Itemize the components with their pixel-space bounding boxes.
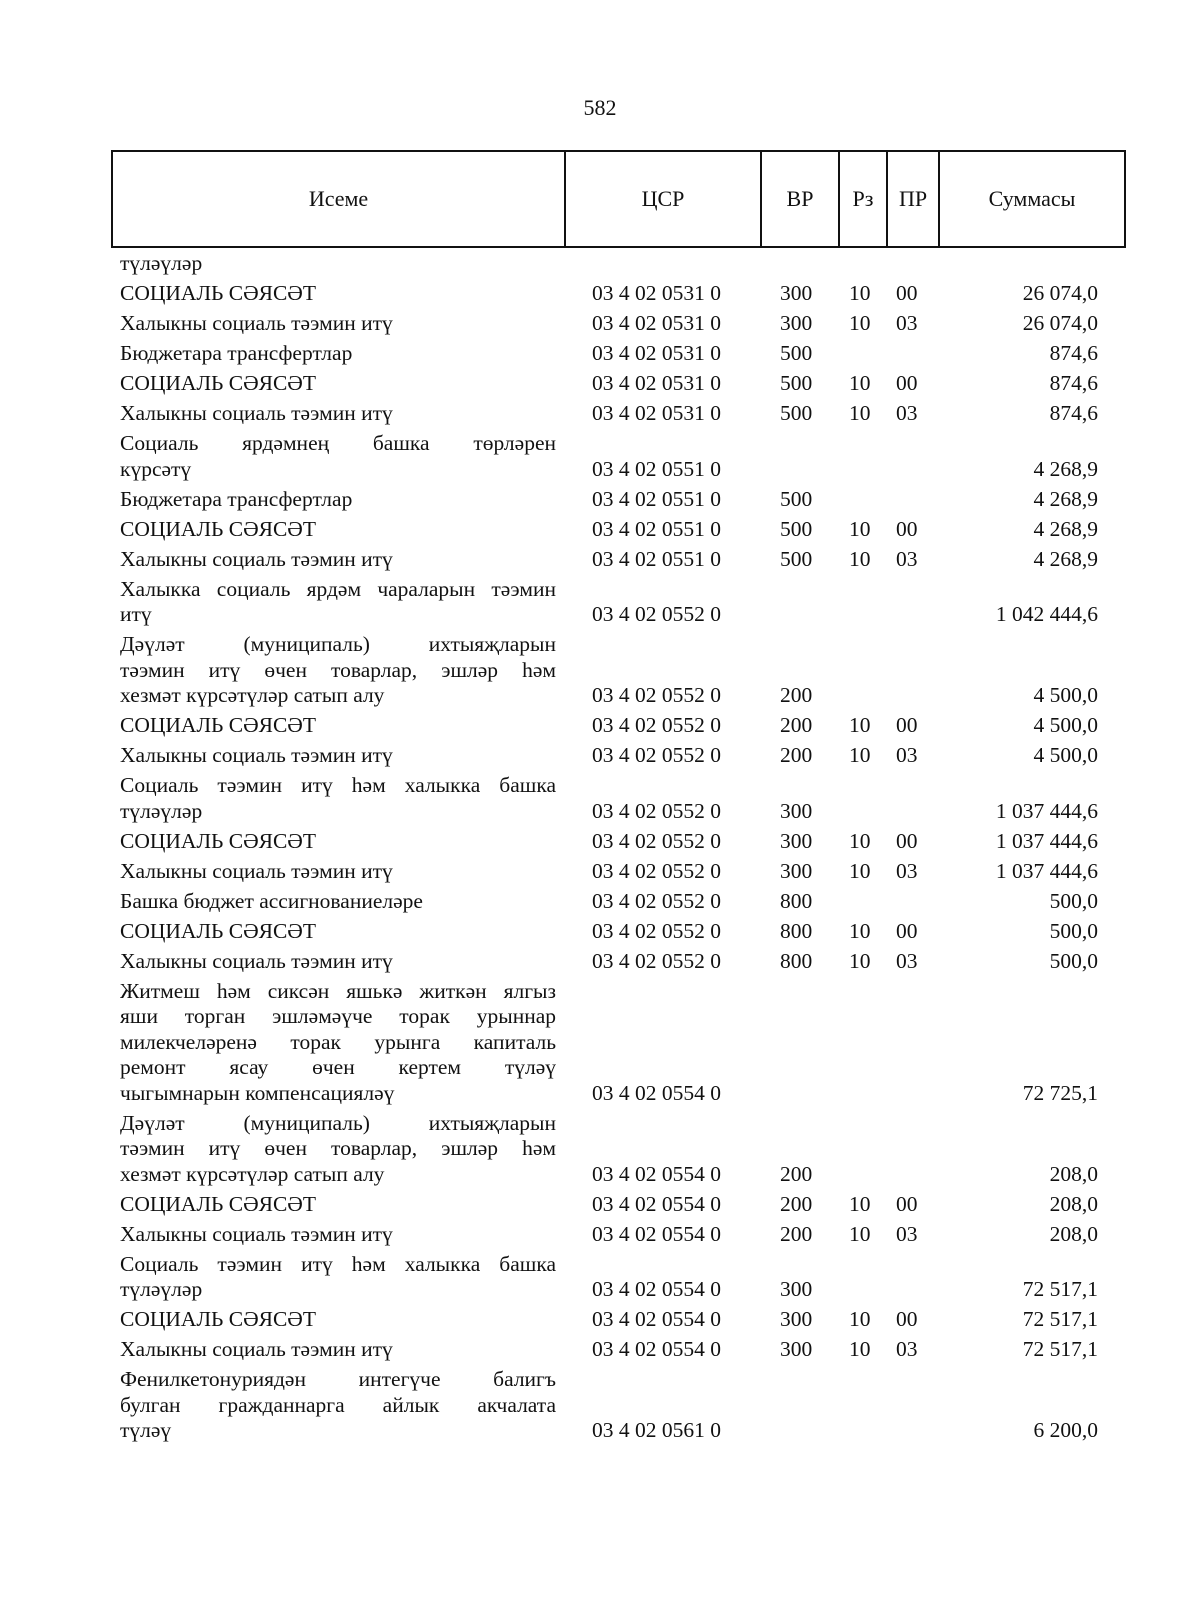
row-name-line: чыгымнарын компенсацияләү bbox=[120, 1080, 395, 1105]
row-csr: 03 4 02 0552 0 bbox=[592, 602, 721, 626]
row-name-line: СОЦИАЛЬ СӘЯСӘТ bbox=[120, 713, 316, 737]
row-vr: 200 bbox=[780, 683, 813, 707]
row-pr: 00 bbox=[896, 1191, 918, 1216]
table-row bbox=[120, 949, 1120, 975]
row-name-line: ремонт ясау өчен кертем түләү bbox=[120, 1055, 556, 1079]
row-sum: 4 500,0 bbox=[1033, 743, 1098, 767]
row-name bbox=[120, 1252, 556, 1303]
row-rz: 10 bbox=[849, 1191, 871, 1216]
row-name-line: түләү bbox=[120, 1418, 172, 1442]
row-name-line: тәэмин итү өчен товарлар, эшләр һәм bbox=[120, 1136, 556, 1160]
row-name bbox=[120, 829, 556, 855]
row-vr: 300 bbox=[780, 311, 813, 335]
table-row bbox=[120, 1367, 1120, 1444]
row-rz: 10 bbox=[849, 713, 871, 737]
row-name bbox=[120, 632, 556, 709]
row-rz: 10 bbox=[849, 918, 871, 943]
row-sum: 72 517,1 bbox=[1022, 1337, 1098, 1361]
row-vr: 500 bbox=[780, 401, 813, 425]
row-pr: 00 bbox=[896, 918, 918, 943]
row-name bbox=[120, 251, 556, 277]
row-vr: 300 bbox=[780, 858, 813, 883]
row-csr: 03 4 02 0561 0 bbox=[592, 1418, 721, 1442]
table-row bbox=[120, 371, 1120, 397]
row-name bbox=[120, 341, 556, 367]
row-rz: 10 bbox=[849, 1221, 871, 1246]
row-csr: 03 4 02 0554 0 bbox=[592, 1337, 721, 1361]
row-csr: 03 4 02 0554 0 bbox=[592, 1277, 721, 1301]
row-name bbox=[120, 311, 556, 337]
row-sum: 4 268,9 bbox=[1033, 456, 1098, 481]
row-sum: 208,0 bbox=[1049, 1221, 1098, 1246]
table-row bbox=[120, 431, 1120, 482]
header-rz: Рз bbox=[840, 152, 888, 246]
row-name-line: милекчеләренә торак урынга капиталь bbox=[120, 1029, 556, 1054]
row-name bbox=[120, 859, 556, 885]
row-sum: 874,6 bbox=[1049, 401, 1098, 425]
row-vr: 200 bbox=[780, 1161, 813, 1186]
row-name-line: СОЦИАЛЬ СӘЯСӘТ bbox=[120, 1191, 316, 1216]
table-row bbox=[120, 1337, 1120, 1363]
row-name-line: Халыкка социаль ярдәм чараларын тәэмин bbox=[120, 576, 556, 601]
row-name bbox=[120, 1192, 556, 1218]
row-vr: 800 bbox=[780, 888, 813, 913]
row-csr: 03 4 02 0552 0 bbox=[592, 713, 721, 737]
row-sum: 500,0 bbox=[1049, 948, 1098, 973]
row-name-line: Социаль тәэмин итү һәм халыкка башка bbox=[120, 773, 556, 797]
table-row bbox=[120, 547, 1120, 573]
row-vr: 500 bbox=[780, 516, 813, 541]
row-pr: 03 bbox=[896, 858, 918, 883]
header-vr: ВР bbox=[762, 152, 840, 246]
row-sum: 874,6 bbox=[1049, 341, 1098, 365]
row-name-line: тәэмин итү өчен товарлар, эшләр һәм bbox=[120, 657, 556, 682]
row-sum: 4 500,0 bbox=[1033, 713, 1098, 737]
row-name-line: СОЦИАЛЬ СӘЯСӘТ bbox=[120, 371, 316, 395]
row-csr: 03 4 02 0531 0 bbox=[592, 341, 721, 365]
header-csr: ЦСР bbox=[566, 152, 762, 246]
row-name bbox=[120, 1337, 556, 1363]
row-name-line: Дәүләт (муниципаль) ихтыяҗларын bbox=[120, 1110, 556, 1135]
row-name-line: Бюджетара трансфертлар bbox=[120, 341, 353, 365]
row-pr: 03 bbox=[896, 546, 918, 571]
row-vr: 300 bbox=[780, 1307, 813, 1331]
row-sum: 1 037 444,6 bbox=[995, 858, 1098, 883]
row-name-line: Бюджетара трансфертлар bbox=[120, 486, 353, 511]
row-name-line: хезмәт күрсәтүләр сатып алу bbox=[120, 683, 385, 707]
row-vr: 200 bbox=[780, 1221, 813, 1246]
row-csr: 03 4 02 0531 0 bbox=[592, 371, 721, 395]
row-pr: 03 bbox=[896, 743, 918, 767]
row-sum: 874,6 bbox=[1049, 371, 1098, 395]
row-rz: 10 bbox=[849, 516, 871, 541]
row-name-line: Социаль тәэмин итү һәм халыкка башка bbox=[120, 1251, 556, 1276]
row-rz: 10 bbox=[849, 743, 871, 767]
row-name-line: Социаль ярдәмнең башка төрләрен bbox=[120, 431, 556, 455]
table-row bbox=[120, 1111, 1120, 1188]
row-vr: 500 bbox=[780, 546, 813, 571]
row-name-line: яши торган эшләмәүче торак урыннар bbox=[120, 1004, 556, 1028]
row-rz: 10 bbox=[849, 1307, 871, 1331]
row-vr: 500 bbox=[780, 371, 813, 395]
row-csr: 03 4 02 0551 0 bbox=[592, 456, 721, 481]
row-vr: 500 bbox=[780, 486, 813, 511]
row-csr: 03 4 02 0552 0 bbox=[592, 948, 721, 973]
table-row bbox=[120, 773, 1120, 824]
row-name-line: түләүләр bbox=[120, 798, 203, 823]
row-name bbox=[120, 713, 556, 739]
row-csr: 03 4 02 0551 0 bbox=[592, 486, 721, 511]
row-csr: 03 4 02 0552 0 bbox=[592, 798, 721, 823]
row-name-line: Халыкны социаль тәэмин итү bbox=[120, 401, 393, 425]
row-pr: 03 bbox=[896, 948, 918, 973]
row-name bbox=[120, 487, 556, 513]
row-csr: 03 4 02 0554 0 bbox=[592, 1307, 721, 1331]
row-name-line: Дәүләт (муниципаль) ихтыяҗларын bbox=[120, 632, 556, 656]
row-name bbox=[120, 1367, 556, 1444]
row-rz: 10 bbox=[849, 858, 871, 883]
row-csr: 03 4 02 0551 0 bbox=[592, 516, 721, 541]
row-name-line: СОЦИАЛЬ СӘЯСӘТ bbox=[120, 828, 316, 853]
row-vr: 800 bbox=[780, 948, 813, 973]
row-pr: 03 bbox=[896, 311, 918, 335]
row-csr: 03 4 02 0554 0 bbox=[592, 1080, 721, 1105]
table-row bbox=[120, 1222, 1120, 1248]
row-vr: 300 bbox=[780, 798, 813, 823]
row-name bbox=[120, 577, 556, 628]
table-body bbox=[120, 251, 1120, 1448]
row-name-line: СОЦИАЛЬ СӘЯСӘТ bbox=[120, 918, 316, 943]
row-rz: 10 bbox=[849, 281, 871, 305]
table-row bbox=[120, 979, 1120, 1107]
table-row bbox=[120, 251, 1120, 277]
row-name-line: күрсәтү bbox=[120, 456, 192, 481]
row-name bbox=[120, 431, 556, 482]
row-name-line: Халыкны социаль тәэмин итү bbox=[120, 311, 393, 335]
row-sum: 500,0 bbox=[1049, 888, 1098, 913]
row-name-line: хезмәт күрсәтүләр сатып алу bbox=[120, 1161, 385, 1186]
row-name-line: СОЦИАЛЬ СӘЯСӘТ bbox=[120, 281, 316, 305]
row-name-line: итү bbox=[120, 602, 152, 626]
row-name bbox=[120, 401, 556, 427]
row-vr: 500 bbox=[780, 341, 813, 365]
row-name-line: Халыкны социаль тәэмин итү bbox=[120, 546, 393, 571]
row-name-line: Халыкны социаль тәэмин итү bbox=[120, 743, 393, 767]
row-vr: 200 bbox=[780, 713, 813, 737]
row-name bbox=[120, 889, 556, 915]
table-row bbox=[120, 517, 1120, 543]
row-name bbox=[120, 1222, 556, 1248]
row-name-line: Халыкны социаль тәэмин итү bbox=[120, 1337, 393, 1361]
row-name-line: СОЦИАЛЬ СӘЯСӘТ bbox=[120, 1307, 316, 1331]
row-name-line: түләүләр bbox=[120, 251, 203, 275]
row-sum: 26 074,0 bbox=[1022, 281, 1098, 305]
row-name bbox=[120, 371, 556, 397]
header-sum: Суммасы bbox=[988, 186, 1076, 211]
row-vr: 200 bbox=[780, 1191, 813, 1216]
table-row bbox=[120, 713, 1120, 739]
row-pr: 00 bbox=[896, 516, 918, 541]
row-sum: 72 725,1 bbox=[1022, 1080, 1098, 1105]
row-csr: 03 4 02 0531 0 bbox=[592, 401, 721, 425]
table-row bbox=[120, 341, 1120, 367]
row-csr: 03 4 02 0552 0 bbox=[592, 743, 721, 767]
table-row bbox=[120, 829, 1120, 855]
row-rz: 10 bbox=[849, 828, 871, 853]
row-name-line: Халыкны социаль тәэмин итү bbox=[120, 1221, 393, 1246]
table-row bbox=[120, 281, 1120, 307]
row-pr: 00 bbox=[896, 828, 918, 853]
table-header bbox=[111, 150, 1126, 248]
row-sum: 1 042 444,6 bbox=[995, 602, 1098, 626]
row-name-line: булган гражданнарга айлык акчалата bbox=[120, 1392, 556, 1417]
row-sum: 4 268,9 bbox=[1033, 546, 1098, 571]
table-row bbox=[120, 311, 1120, 337]
row-name-line: Халыкны социаль тәэмин итү bbox=[120, 858, 393, 883]
row-vr: 200 bbox=[780, 743, 813, 767]
header-name: Исеме bbox=[113, 152, 566, 246]
row-csr: 03 4 02 0531 0 bbox=[592, 281, 721, 305]
row-pr: 00 bbox=[896, 713, 918, 737]
row-csr: 03 4 02 0552 0 bbox=[592, 888, 721, 913]
table-row bbox=[120, 1192, 1120, 1218]
row-name-line: Фенилкетонуриядән интегүче балигъ bbox=[120, 1367, 556, 1391]
row-sum: 4 268,9 bbox=[1033, 516, 1098, 541]
row-csr: 03 4 02 0554 0 bbox=[592, 1161, 721, 1186]
table-row bbox=[120, 1307, 1120, 1333]
row-sum: 4 268,9 bbox=[1033, 486, 1098, 511]
row-csr: 03 4 02 0554 0 bbox=[592, 1191, 721, 1216]
row-sum: 500,0 bbox=[1049, 918, 1098, 943]
table-row bbox=[120, 743, 1120, 769]
row-vr: 300 bbox=[780, 1337, 813, 1361]
table-row bbox=[120, 859, 1120, 885]
row-sum: 208,0 bbox=[1049, 1191, 1098, 1216]
header-pr: ПР bbox=[888, 152, 940, 246]
row-rz: 10 bbox=[849, 371, 871, 395]
row-rz: 10 bbox=[849, 401, 871, 425]
row-csr: 03 4 02 0552 0 bbox=[592, 683, 721, 707]
row-csr: 03 4 02 0531 0 bbox=[592, 311, 721, 335]
row-rz: 10 bbox=[849, 948, 871, 973]
row-name bbox=[120, 743, 556, 769]
row-name bbox=[120, 979, 556, 1107]
row-name-line: СОЦИАЛЬ СӘЯСӘТ bbox=[120, 516, 316, 541]
table-row bbox=[120, 401, 1120, 427]
table-row bbox=[120, 919, 1120, 945]
row-sum: 1 037 444,6 bbox=[995, 828, 1098, 853]
row-sum: 4 500,0 bbox=[1033, 683, 1098, 707]
row-sum: 208,0 bbox=[1049, 1161, 1098, 1186]
row-name bbox=[120, 547, 556, 573]
row-vr: 300 bbox=[780, 828, 813, 853]
row-vr: 300 bbox=[780, 1277, 813, 1301]
row-name-line: Житмеш һәм сиксән яшькә житкән ялгыз bbox=[120, 978, 556, 1003]
row-vr: 300 bbox=[780, 281, 813, 305]
row-rz: 10 bbox=[849, 311, 871, 335]
table-row bbox=[120, 632, 1120, 709]
row-pr: 03 bbox=[896, 401, 918, 425]
row-pr: 00 bbox=[896, 371, 918, 395]
row-csr: 03 4 02 0551 0 bbox=[592, 546, 721, 571]
row-name-line: Халыкны социаль тәэмин итү bbox=[120, 948, 393, 973]
table-row bbox=[120, 577, 1120, 628]
row-name bbox=[120, 773, 556, 824]
row-sum: 26 074,0 bbox=[1022, 311, 1098, 335]
row-name bbox=[120, 919, 556, 945]
row-name bbox=[120, 1307, 556, 1333]
row-name-line: түләүләр bbox=[120, 1277, 203, 1301]
row-sum: 72 517,1 bbox=[1022, 1307, 1098, 1331]
row-name-line: Башка бюджет ассигнованиеләре bbox=[120, 888, 423, 913]
row-name bbox=[120, 281, 556, 307]
row-csr: 03 4 02 0554 0 bbox=[592, 1221, 721, 1246]
table-row bbox=[120, 1252, 1120, 1303]
row-sum: 6 200,0 bbox=[1033, 1418, 1098, 1442]
row-pr: 03 bbox=[896, 1221, 918, 1246]
row-rz: 10 bbox=[849, 546, 871, 571]
page-number: 582 bbox=[583, 95, 617, 120]
row-rz: 10 bbox=[849, 1337, 871, 1361]
row-name bbox=[120, 1111, 556, 1188]
row-sum: 1 037 444,6 bbox=[995, 798, 1098, 823]
row-pr: 03 bbox=[896, 1337, 918, 1361]
row-sum: 72 517,1 bbox=[1022, 1277, 1098, 1301]
row-csr: 03 4 02 0552 0 bbox=[592, 918, 721, 943]
row-pr: 00 bbox=[896, 1307, 918, 1331]
row-vr: 800 bbox=[780, 918, 813, 943]
row-csr: 03 4 02 0552 0 bbox=[592, 858, 721, 883]
row-name bbox=[120, 517, 556, 543]
row-pr: 00 bbox=[896, 281, 918, 305]
table-row bbox=[120, 889, 1120, 915]
row-csr: 03 4 02 0552 0 bbox=[592, 828, 721, 853]
row-name bbox=[120, 949, 556, 975]
table-row bbox=[120, 487, 1120, 513]
